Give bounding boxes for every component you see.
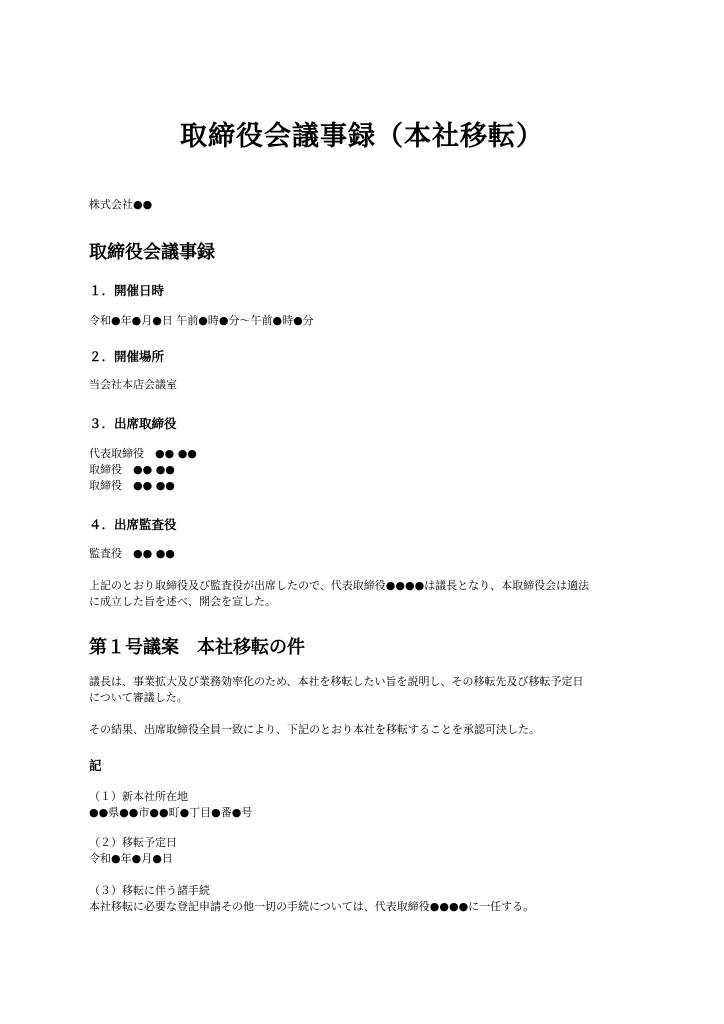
record-item-value: 本社移転に必要な登記申請その他一切の手続については、代表取締役●●●●に一任する。 [89,900,535,913]
opening-line: に成立した旨を述べ、開会を宣した。 [89,595,276,608]
record-item-value: 令和●年●月●日 [89,852,173,865]
director-line: 代表取締役 ●● ●● [89,447,197,460]
company-name: 株式会社●● [89,198,153,211]
agenda-paragraph-1 [89,674,649,706]
section-directors-heading: ３．出席取締役 [89,416,177,431]
directors-list [89,446,649,494]
record-item-2 [89,835,649,867]
section-datetime-heading: １．開催日時 [89,283,165,298]
section-venue-text: 当会社本店会議室 [89,378,177,391]
record-item-label: （１）新本社所在地 [89,790,188,803]
record-item-1 [89,789,649,821]
section-datetime-text: 令和●年●月●日 午前●時●分～午前●時●分 [89,314,314,327]
opening-line: 上記のとおり取締役及び監査役が出席したので、代表取締役●●●●は議長となり、本取締役会は適法 [89,579,590,592]
director-line: 取締役 ●● ●● [89,479,175,492]
agenda-line: 議長は、事業拡大及び業務効率化のため、本社を移転したい旨を説明し、その移転先及び移転予定日 [89,675,584,688]
section-auditor-heading: ４．出席監査役 [89,517,177,532]
section-venue-heading: ２．開催場所 [89,349,165,364]
record-item-value: ●●県●●市●●町●丁目●番●号 [89,806,253,819]
record-item-3 [89,883,649,915]
record-item-label: （２）移転予定日 [89,836,177,849]
document-title: 取締役会議事録（本社移転） [180,121,544,152]
opening-paragraph [89,578,649,610]
record-heading: 記 [89,758,102,773]
section-auditor-text: 監査役 ●● ●● [89,547,175,560]
director-line: 取締役 ●● ●● [89,463,175,476]
agenda-heading: 第１号議案 本社移転の件 [89,637,305,658]
record-item-label: （３）移転に伴う諸手続 [89,884,210,897]
agenda-paragraph-2: その結果、出席取締役全員一致により、下記のとおり本社を移転することを承認可決した。 [89,723,540,736]
agenda-line: について審議した。 [89,691,188,704]
minutes-heading: 取締役会議事録 [89,242,215,263]
